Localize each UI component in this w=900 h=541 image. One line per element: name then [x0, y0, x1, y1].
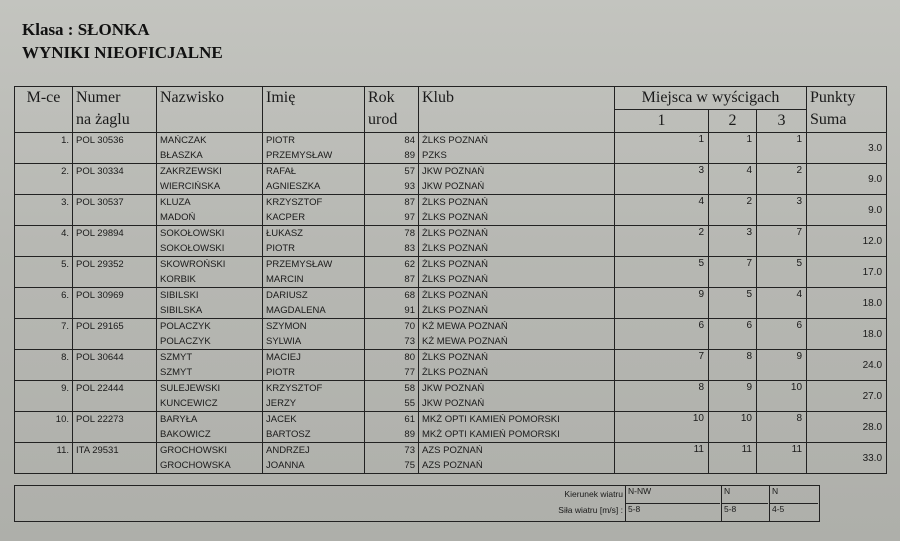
place-cell: 5. [61, 259, 69, 270]
col-header-sail-number: Numer na żaglu [73, 87, 157, 133]
surname-1-cell: POLACZYK [160, 321, 211, 332]
club-1-cell: ŻLKS POZNAŃ [422, 259, 488, 270]
points-total: 24.0 [862, 360, 883, 371]
race-2-place: 5 [746, 289, 752, 300]
col-header-race-3: 3 [757, 110, 807, 133]
race-2-place: 8 [746, 351, 752, 362]
surname-1-cell: SULEJEWSKI [160, 383, 221, 394]
place-cell: 10. [55, 414, 69, 425]
year-2-cell: 89 [404, 429, 415, 440]
name-1-cell: SZYMON [266, 321, 307, 332]
name-1-cell: KRZYSZTOF [266, 197, 323, 208]
table-row [15, 412, 887, 443]
surname-2-cell: BŁASZKA [160, 150, 203, 161]
year-2-cell: 83 [404, 243, 415, 254]
col-header-race-places: Miejsca w wyścigach [615, 87, 807, 110]
surname-2-cell: KORBIK [160, 274, 196, 285]
sail-number-cell: POL 29165 [76, 321, 124, 332]
race-3-place: 7 [796, 227, 803, 238]
class-title: Klasa : SŁONKA [22, 20, 150, 39]
wind-strength-race-2: 5-8 [721, 503, 768, 521]
name-1-cell: DARIUSZ [266, 290, 308, 301]
table-row [15, 443, 887, 474]
sail-number-cell: POL 22444 [76, 383, 124, 394]
club-2-cell: ŻLKS POZNAŃ [422, 367, 488, 378]
col-header-year: Rok urod [365, 87, 419, 133]
wind-direction-race-3: N [769, 486, 818, 503]
club-2-cell: JKW POZNAŃ [422, 398, 485, 409]
year-2-cell: 75 [404, 460, 415, 471]
points-total: 28.0 [862, 422, 883, 433]
name-1-cell: ANDRZEJ [266, 445, 310, 456]
sail-number-cell: POL 30536 [76, 135, 124, 146]
points-total: 33.0 [862, 453, 883, 464]
table-row [15, 195, 887, 226]
surname-2-cell: SIBILSKA [160, 305, 203, 316]
club-2-cell: ŻLKS POZNAŃ [422, 212, 488, 223]
table-row [15, 319, 887, 350]
club-2-cell: ŻLKS POZNAŃ [422, 274, 488, 285]
table-row [15, 164, 887, 195]
wind-direction-race-2: N [721, 486, 768, 503]
club-2-cell: ŻLKS POZNAŃ [422, 243, 488, 254]
name-2-cell: MAGDALENA [266, 305, 326, 316]
club-1-cell: ŻLKS POZNAŃ [422, 228, 488, 239]
year-1-cell: 78 [404, 228, 415, 239]
club-1-cell: MKŻ OPTI KAMIEŃ POMORSKI [422, 414, 560, 425]
col-header-surname: Nazwisko [157, 87, 263, 133]
race-1-place: 8 [698, 382, 704, 393]
name-2-cell: AGNIESZKA [266, 181, 321, 192]
name-2-cell: JOANNA [266, 460, 305, 471]
race-3-place: 4 [796, 289, 803, 300]
place-cell: 7. [61, 321, 69, 332]
race-2-place: 10 [740, 413, 752, 424]
surname-2-cell: MADOŃ [160, 212, 196, 223]
results-title: WYNIKI NIEOFICJALNE [22, 43, 223, 62]
year-1-cell: 61 [404, 414, 415, 425]
club-1-cell: ŻLKS POZNAŃ [422, 197, 488, 208]
sail-number-cell: POL 30969 [76, 290, 124, 301]
place-cell: 1. [61, 135, 69, 146]
table-row [15, 133, 887, 164]
name-2-cell: KACPER [266, 212, 306, 223]
points-total: 27.0 [862, 391, 883, 402]
name-1-cell: RAFAŁ [266, 166, 297, 177]
club-2-cell: JKW POZNAŃ [422, 181, 485, 192]
race-1-place: 3 [698, 165, 704, 176]
year-2-cell: 77 [404, 367, 415, 378]
surname-2-cell: KUNCEWICZ [160, 398, 218, 409]
year-2-cell: 97 [404, 212, 415, 223]
place-cell: 6. [61, 290, 69, 301]
name-2-cell: PIOTR [266, 243, 296, 254]
year-2-cell: 89 [404, 150, 415, 161]
points-total: 9.0 [868, 174, 883, 185]
club-2-cell: ŻLKS POZNAŃ [422, 305, 488, 316]
header-row-1 [15, 87, 887, 110]
col-header-place: M-ce [15, 87, 73, 133]
sail-number-cell: POL 30644 [76, 352, 124, 363]
race-3-place: 10 [790, 382, 803, 393]
name-1-cell: KRZYSZTOF [266, 383, 323, 394]
surname-2-cell: SOKOŁOWSKI [160, 243, 225, 254]
race-3-place: 8 [796, 413, 803, 424]
club-2-cell: KŻ MEWA POZNAŃ [422, 336, 508, 347]
year-1-cell: 57 [404, 166, 415, 177]
year-1-cell: 68 [404, 290, 415, 301]
sail-number-cell: ITA 29531 [76, 445, 119, 456]
table-row [15, 226, 887, 257]
year-1-cell: 58 [404, 383, 415, 394]
table-row [15, 381, 887, 412]
race-2-place: 3 [746, 227, 752, 238]
race-2-place: 6 [746, 320, 752, 331]
table-row [15, 350, 887, 381]
year-2-cell: 93 [404, 181, 415, 192]
name-2-cell: PRZEMYSŁAW [266, 150, 333, 161]
name-2-cell: MARCIN [266, 274, 304, 285]
place-cell: 4. [61, 228, 69, 239]
race-1-place: 11 [693, 444, 704, 455]
place-cell: 11. [56, 445, 69, 456]
race-3-place: 6 [796, 320, 803, 331]
race-3-place: 5 [796, 258, 803, 269]
surname-2-cell: GROCHOWSKA [160, 460, 231, 471]
points-total: 18.0 [862, 329, 883, 340]
name-1-cell: PRZEMYSŁAW [266, 259, 333, 270]
year-1-cell: 62 [404, 259, 415, 270]
points-total: 17.0 [862, 267, 883, 278]
race-1-place: 5 [698, 258, 704, 269]
club-2-cell: AZS POZNAŃ [422, 460, 483, 471]
place-cell: 9. [61, 383, 69, 394]
race-1-place: 6 [698, 320, 704, 331]
race-1-place: 10 [692, 413, 704, 424]
points-total: 18.0 [862, 298, 883, 309]
club-1-cell: JKW POZNAŃ [422, 166, 485, 177]
name-1-cell: PIOTR [266, 135, 296, 146]
surname-1-cell: BARYŁA [160, 414, 198, 425]
year-2-cell: 55 [404, 398, 415, 409]
table-row [15, 288, 887, 319]
wind-strength-label: Siła wiatru [m/s] : [558, 505, 623, 515]
results-table [14, 86, 887, 474]
year-1-cell: 73 [404, 445, 415, 456]
club-1-cell: ŻLKS POZNAŃ [422, 135, 488, 146]
surname-1-cell: SIBILSKI [160, 290, 199, 301]
col-header-points: Punkty Suma [807, 87, 887, 133]
club-1-cell: ŻLKS POZNAŃ [422, 352, 488, 363]
club-2-cell: PZKS [422, 150, 447, 161]
race-1-place: 1 [698, 134, 704, 145]
col-header-club: Klub [419, 87, 615, 133]
points-total: 3.0 [868, 143, 883, 154]
col-header-race-1: 1 [615, 110, 709, 133]
race-2-place: 4 [746, 165, 752, 176]
club-1-cell: ŻLKS POZNAŃ [422, 290, 488, 301]
race-1-place: 4 [698, 196, 704, 207]
surname-1-cell: ZAKRZEWSKI [160, 166, 222, 177]
wind-direction-label: Kierunek wiatru [564, 489, 623, 499]
sail-number-cell: POL 29894 [76, 228, 124, 239]
surname-1-cell: GROCHOWSKI [160, 445, 228, 456]
name-1-cell: MACIEJ [266, 352, 301, 363]
year-1-cell: 70 [404, 321, 415, 332]
club-1-cell: JKW POZNAŃ [422, 383, 485, 394]
table-row [15, 257, 887, 288]
surname-2-cell: WIERCIŃSKA [160, 181, 221, 192]
sail-number-cell: POL 29352 [76, 259, 124, 270]
surname-1-cell: MAŃCZAK [160, 135, 207, 146]
name-1-cell: ŁUKASZ [266, 228, 303, 239]
points-total: 9.0 [868, 205, 883, 216]
race-2-place: 1 [746, 134, 752, 145]
race-1-place: 9 [698, 289, 704, 300]
year-1-cell: 80 [404, 352, 415, 363]
sail-number-cell: POL 30537 [76, 197, 124, 208]
points-total: 12.0 [862, 236, 883, 247]
race-1-place: 7 [698, 351, 704, 362]
year-2-cell: 73 [404, 336, 415, 347]
results-body [15, 133, 887, 474]
club-2-cell: MKŻ OPTI KAMIEŃ POMORSKI [422, 429, 560, 440]
surname-2-cell: POLACZYK [160, 336, 211, 347]
place-cell: 8. [61, 352, 69, 363]
place-cell: 2. [61, 166, 69, 177]
wind-info [14, 485, 820, 522]
col-header-name: Imię [263, 87, 365, 133]
wind-strength-race-3: 4-5 [769, 503, 818, 521]
race-2-place: 9 [746, 382, 752, 393]
club-1-cell: KŻ MEWA POZNAŃ [422, 321, 508, 332]
race-3-place: 11 [791, 444, 803, 455]
wind-direction-race-1: N-NW [625, 486, 720, 503]
race-2-place: 7 [746, 258, 752, 269]
surname-2-cell: BAKOWICZ [160, 429, 211, 440]
surname-1-cell: SZMYT [160, 352, 193, 363]
race-3-place: 9 [796, 351, 803, 362]
surname-1-cell: KLUZA [160, 197, 191, 208]
sail-number-cell: POL 22273 [76, 414, 124, 425]
year-2-cell: 87 [404, 274, 415, 285]
surname-1-cell: SOKOŁOWSKI [160, 228, 225, 239]
race-2-place: 11 [741, 444, 752, 455]
race-3-place: 2 [796, 165, 803, 176]
year-1-cell: 84 [404, 135, 415, 146]
surname-2-cell: SZMYT [160, 367, 193, 378]
surname-1-cell: SKOWROŃSKI [160, 259, 226, 270]
name-2-cell: SYLWIA [266, 336, 302, 347]
race-3-place: 1 [796, 134, 803, 145]
race-3-place: 3 [796, 196, 803, 207]
sail-number-cell: POL 30334 [76, 166, 124, 177]
name-2-cell: JERZY [266, 398, 297, 409]
name-2-cell: BARTOSZ [266, 429, 311, 440]
year-1-cell: 87 [404, 197, 415, 208]
race-1-place: 2 [698, 227, 704, 238]
race-2-place: 2 [746, 196, 752, 207]
year-2-cell: 91 [404, 305, 415, 316]
name-2-cell: PIOTR [266, 367, 296, 378]
col-header-race-2: 2 [709, 110, 757, 133]
place-cell: 3. [61, 197, 69, 208]
name-1-cell: JACEK [266, 414, 297, 425]
wind-strength-race-1: 5-8 [625, 503, 720, 521]
club-1-cell: AZS POZNAŃ [422, 445, 483, 456]
